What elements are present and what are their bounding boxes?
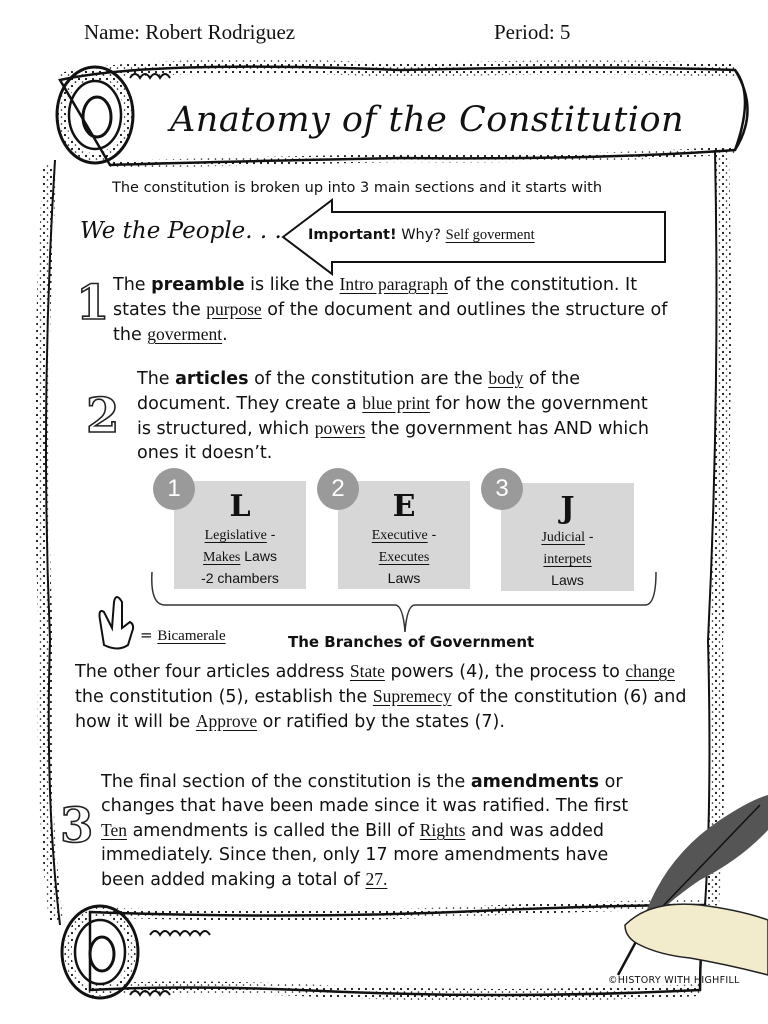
class-period: Period: 5 xyxy=(494,20,571,44)
section-number-1: 1 xyxy=(76,275,110,331)
branch-legislative: L Legislative - Makes Laws -2 chambers xyxy=(174,481,306,589)
student-name: Name: Robert Rodriguez xyxy=(84,20,296,44)
answer-intro-paragraph: Intro paragraph xyxy=(339,274,448,294)
section-preamble: The preamble is like the Intro paragraph of the constitution. It states the purpose of the document and outlines the structure of the goverment. xyxy=(113,274,668,345)
peace-hand-icon xyxy=(100,597,134,649)
answer-27: 27. xyxy=(365,869,388,889)
section-amendments: The final section of the constitution is the amendments or changes that have been made since it was ratified. The first Ten amendments is called the Bill of Rights and was added immediately. Since then, only 17 more amendments have been added making a total of 27. xyxy=(101,772,629,890)
answer-supremecy: Supremecy xyxy=(372,686,452,706)
answer-blue-print: blue print xyxy=(362,393,430,413)
answer-self-government: Self goverment xyxy=(445,227,535,243)
branch-number-3: 3 xyxy=(481,468,523,510)
copyright-mark: ©HISTORY WITH HIGHFILL xyxy=(608,975,740,986)
section-articles: The articles of the constitution are the body of the document. They create a blue print for how the government is structured, which powers the government has AND which ones it doesn’t. xyxy=(137,368,649,463)
page-title: Anatomy of the Constitution xyxy=(170,100,685,140)
answer-approve: Approve xyxy=(195,711,258,731)
answer-rights: Rights xyxy=(419,820,466,840)
answer-powers: powers xyxy=(314,418,366,438)
answer-state: State xyxy=(349,661,385,681)
arrow-callout xyxy=(308,227,535,244)
branch-number-2: 2 xyxy=(317,468,359,510)
intro-text: The constitution is broken up into 3 main sections and it starts with xyxy=(112,180,603,196)
answer-change: change xyxy=(625,661,675,681)
answer-ten: Ten xyxy=(101,820,127,840)
branch-number-1: 1 xyxy=(153,468,195,510)
section-number-2: 2 xyxy=(86,388,120,444)
bicameral-note: = Bicamerale xyxy=(140,626,226,644)
branch-executive: E Executive - Executes Laws xyxy=(338,481,470,589)
branches-caption: The Branches of Government xyxy=(288,633,535,651)
section-number-3: 3 xyxy=(60,798,94,854)
why-label: Why? xyxy=(396,227,446,243)
answer-purpose: purpose xyxy=(206,299,262,319)
answer-goverment: goverment xyxy=(147,324,223,344)
other-articles-text: The other four articles address State powers (4), the process to change the constitution (5), establish the Supremecy of the constitution (6) and how it will be Approve or ratified by the states (7). xyxy=(75,661,687,732)
answer-body: body xyxy=(488,368,524,388)
answer-bicamerale: Bicamerale xyxy=(157,628,226,644)
important-label: Important! xyxy=(308,227,397,243)
branch-judicial: J Judicial - interpets Laws xyxy=(501,483,634,591)
we-the-people-text: We the People. . . xyxy=(80,218,282,244)
